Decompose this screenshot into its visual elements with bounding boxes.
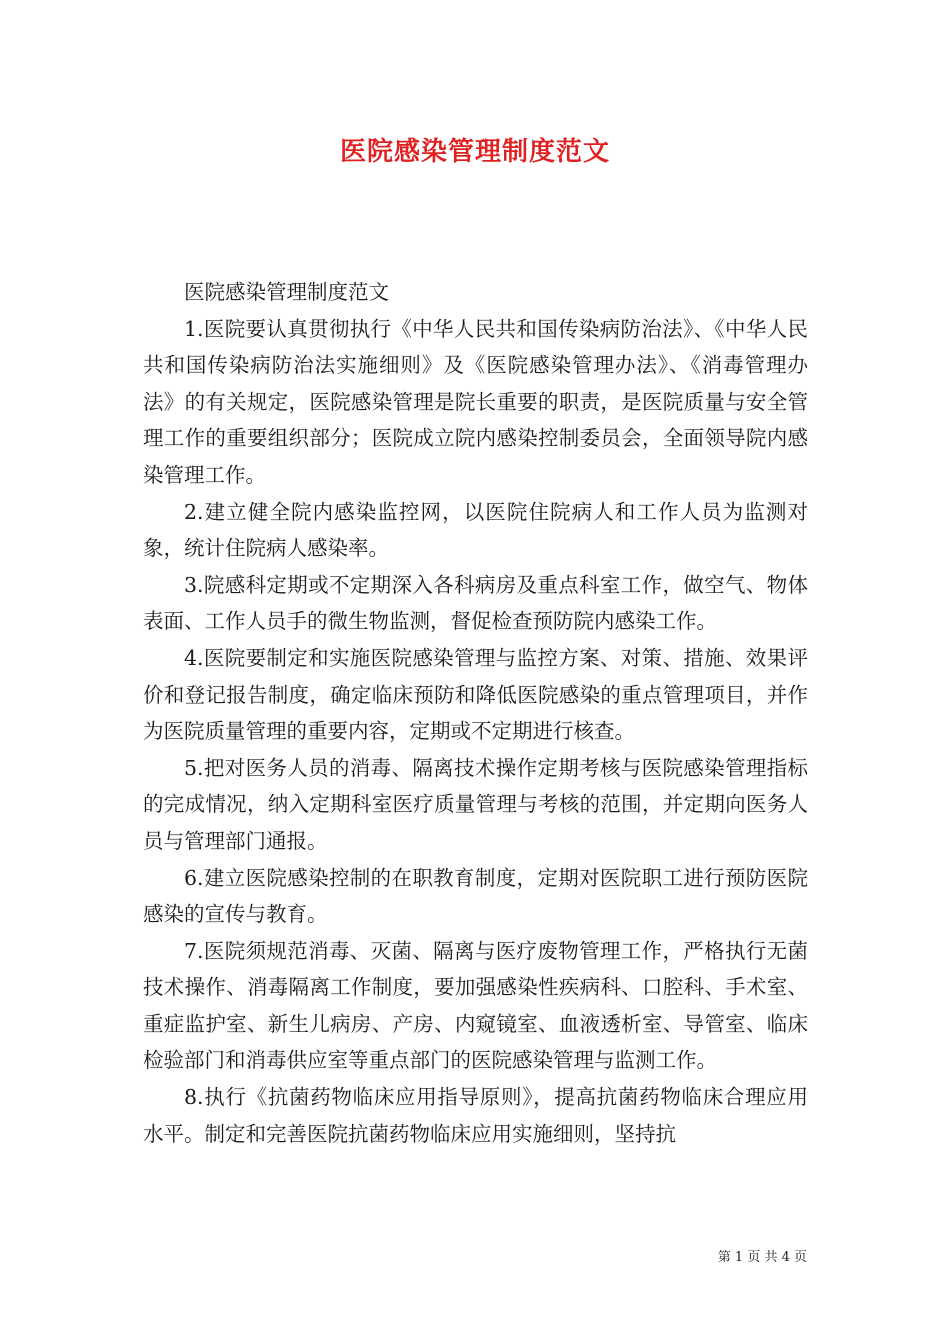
paragraph-1: 1.医院要认真贯彻执行《中华人民共和国传染病防治法》、《中华人民共和国传染病防治法实施细则》及《医院感染管理办法》、《消毒管理办法》的有关规定，医院感染管理是院长重要的职责，是医院质量与安全管理工作的重要组织部分；医院成立院内感染控制委员会，全面领导院内感染管理工作。 bbox=[143, 316, 808, 487]
paragraph-heading: 医院感染管理制度范文 bbox=[184, 280, 389, 304]
paragraph-5: 5.把对医务人员的消毒、隔离技术操作定期考核与医院感染管理指标的完成情况，纳入定期科室医疗质量管理与考核的范围，并定期向医务人员与管理部门通报。 bbox=[143, 755, 808, 853]
paragraph-8: 8.执行《抗菌药物临床应用指导原则》，提高抗菌药物临床合理应用水平。制定和完善医院抗菌药物临床应用实施细则，坚持抗 bbox=[143, 1085, 808, 1146]
paragraph-6: 6.建立医院感染控制的在职教育制度，定期对医院职工进行预防医院感染的宣传与教育。 bbox=[143, 865, 808, 927]
paragraph-7: 7.医院须规范消毒、灭菌、隔离与医疗废物管理工作，严格执行无菌技术操作、消毒隔离工作制度，要加强感染性疾病科、口腔科、手术室、重症监护室、新生儿病房、产房、内窥镜室、血液透析室、导管室、临床检验部门和消毒供应室等重点部门的医院感染管理与监测工作。 bbox=[143, 938, 808, 1073]
paragraph-2: 2.建立健全院内感染监控网，以医院住院病人和工作人员为监测对象，统计住院病人感染率。 bbox=[143, 499, 808, 561]
paragraph-4: 4.医院要制定和实施医院感染管理与监控方案、对策、措施、效果评价和登记报告制度，确定临床预防和降低医院感染的重点管理项目，并作为医院质量管理的重要内容，定期或不定期进行核查。 bbox=[143, 645, 808, 744]
paragraph-3: 3.院感科定期或不定期深入各科病房及重点科室工作，做空气、物体表面、工作人员手的微生物监测，督促检查预防院内感染工作。 bbox=[143, 572, 808, 634]
document-title: 医院感染管理制度范文 bbox=[339, 137, 610, 167]
page-number-footer: 第 1 页 共 4 页 bbox=[717, 1250, 807, 1265]
document-body bbox=[143, 274, 808, 1152]
